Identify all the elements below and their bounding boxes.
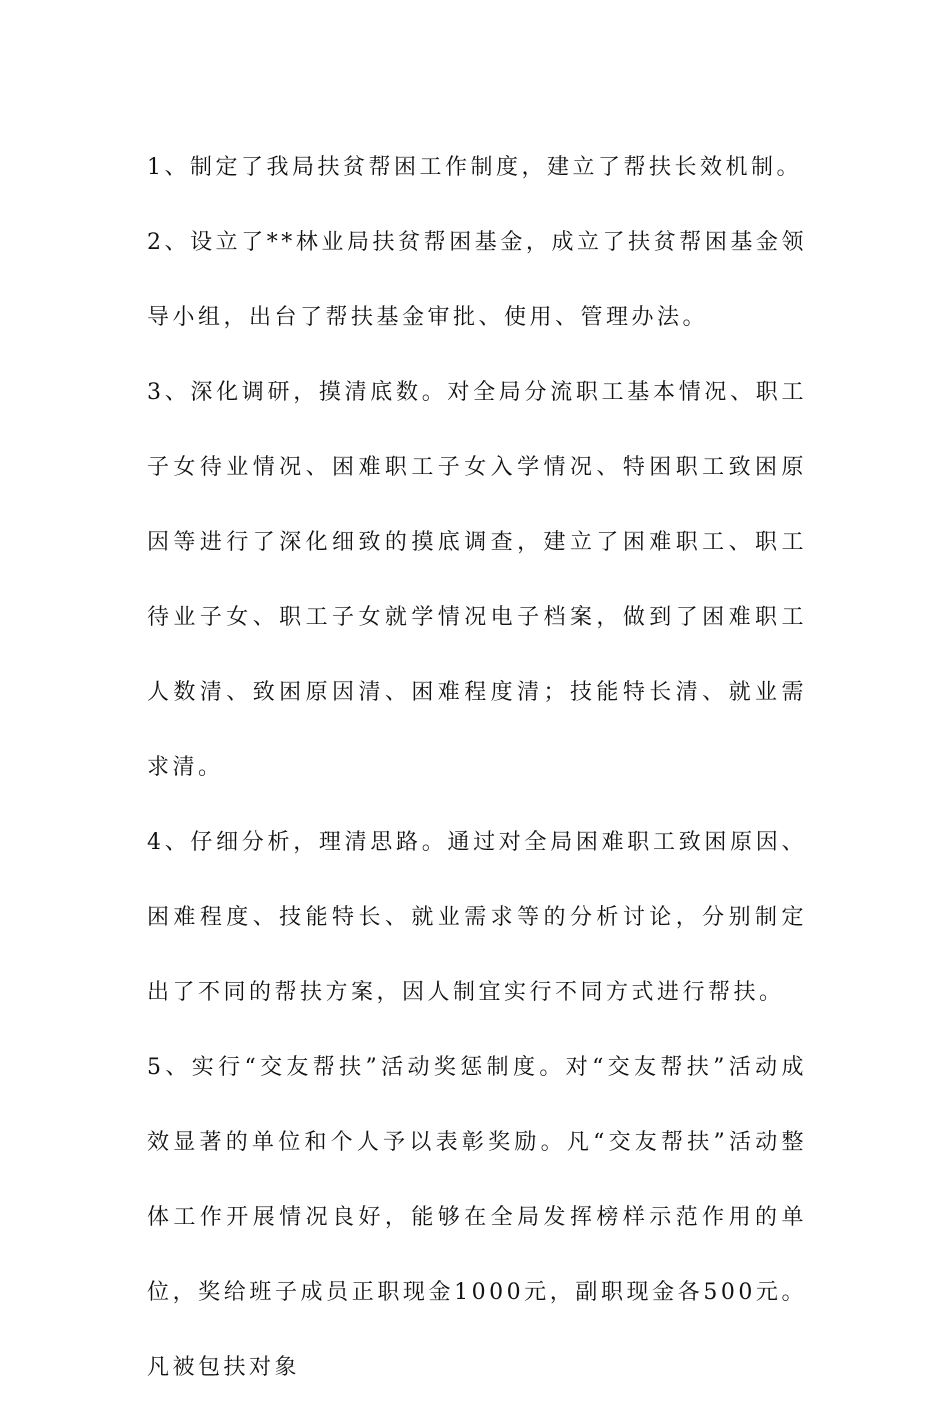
paragraph-2: 2、设立了**林业局扶贫帮困基金，成立了扶贫帮困基金领导小组，出台了帮扶基金审批、使用、管理办法。	[147, 230, 807, 330]
document-body	[147, 130, 807, 1405]
paragraph-5: 5、实行“交友帮扶”活动奖惩制度。对“交友帮扶”活动成效显著的单位和个人予以表彰奖励。凡“交友帮扶”活动整体工作开展情况良好，能够在全局发挥榜样示范作用的单位，奖给班子成员正职现金1000元，副职现金各500元。凡被包扶对象	[147, 1055, 807, 1380]
paragraph-3: 3、深化调研，摸清底数。对全局分流职工基本情况、职工子女待业情况、困难职工子女入学情况、特困职工致困原因等进行了深化细致的摸底调查，建立了困难职工、职工待业子女、职工子女就学情况电子档案，做到了困难职工人数清、致困原因清、困难程度清；技能特长清、就业需求清。	[147, 380, 807, 780]
paragraph-4: 4、仔细分析，理清思路。通过对全局困难职工致困原因、困难程度、技能特长、就业需求等的分析讨论，分别制定出了不同的帮扶方案，因人制宜实行不同方式进行帮扶。	[147, 830, 807, 1005]
paragraph-1: 1、制定了我局扶贫帮困工作制度，建立了帮扶长效机制。	[147, 155, 802, 180]
